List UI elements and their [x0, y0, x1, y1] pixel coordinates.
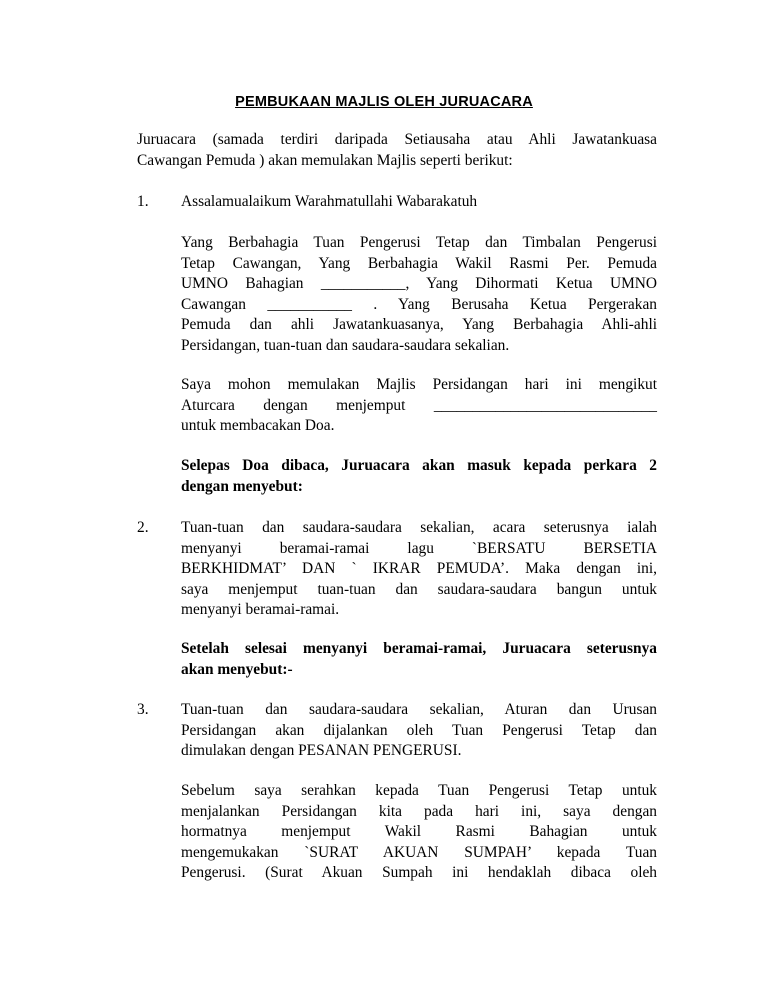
text-line: Pemuda dan ahli Jawatankuasanya, Yang Berbahagia Ahli-ahli: [181, 316, 657, 333]
intro-line: Cawangan Pemuda ) akan memulakan Majlis seperti berikut:: [137, 151, 513, 169]
text-line: dimulakan dengan PESANAN PENGERUSI.: [181, 742, 462, 759]
text-line: Cawangan ___________ . Yang Berusaha Ketua Pergerakan: [181, 295, 657, 313]
text-line: menyanyi beramai-ramai lagu `BERSATU BERSETIA: [181, 539, 657, 557]
item-1-para-1: [181, 192, 657, 213]
page-title: PEMBUKAAN MAJLIS OLEH JURUACARA: [235, 94, 533, 110]
text-line: Tuan-tuan dan saudara-saudara sekalian, acara seterusnya ialah: [181, 519, 657, 536]
text-line: untuk membacakan Doa.: [181, 417, 335, 434]
text-line: menjalankan Persidangan kita pada hari ini, saya dengan: [181, 802, 657, 820]
item-3-para-1: [181, 700, 657, 762]
item-2-para-1: [181, 518, 657, 621]
item-1-instruction: [181, 456, 657, 497]
intro-line: Juruacara (samada terdiri daripada Setiausaha atau Ahli Jawatankuasa: [137, 131, 657, 148]
intro-paragraph: [137, 130, 657, 171]
text-line: Persidangan akan dijalankan oleh Tuan Pengerusi Tetap dan: [181, 721, 657, 739]
item-3-para-2: [181, 781, 657, 884]
text-line: dengan menyebut:: [181, 477, 303, 495]
item-2-instruction: [181, 639, 657, 680]
text-line: Tetap Cawangan, Yang Berbahagia Wakil Rasmi Per. Pemuda: [181, 254, 657, 272]
text-line: Tuan-tuan dan saudara-saudara sekalian, Aturan dan Urusan: [181, 701, 657, 718]
text-line: menyanyi beramai-ramai.: [181, 601, 340, 618]
text-line: BERKHIDMAT’ DAN ` IKRAR PEMUDA’. Maka dengan ini,: [181, 560, 657, 577]
item-number: 1.: [137, 193, 149, 210]
text-line: Aturcara dengan menjemput _____________________________: [181, 396, 657, 414]
text-line: mengemukakan `SURAT AKUAN SUMPAH’ kepada Tuan: [181, 843, 657, 861]
item-number: 3.: [137, 701, 149, 718]
text-line: UMNO Bahagian ___________, Yang Dihormati Ketua UMNO: [181, 275, 657, 292]
text-line: Selepas Doa dibaca, Juruacara akan masuk kepada perkara 2: [181, 457, 657, 474]
text-line: Sebelum saya serahkan kepada Tuan Pengerusi Tetap untuk: [181, 782, 657, 799]
text-line: Setelah selesai menyanyi beramai-ramai, Juruacara seterusnya: [181, 640, 657, 657]
text-line: hormatnya menjemput Wakil Rasmi Bahagian untuk: [181, 823, 657, 840]
item-1-para-3: [181, 375, 657, 437]
text-line: saya menjemput tuan-tuan dan saudara-saudara bangun untuk: [181, 580, 657, 598]
text-line: Saya mohon memulakan Majlis Persidangan hari ini mengikut: [181, 376, 657, 393]
text-line: Assalamualaikum Warahmatullahi Wabarakatuh: [181, 193, 478, 210]
text-line: Yang Berbahagia Tuan Pengerusi Tetap dan Timbalan Pengerusi: [181, 234, 657, 251]
text-line: akan menyebut:-: [181, 660, 293, 678]
text-line: Persidangan, tuan-tuan dan saudara-saudara sekalian.: [181, 336, 510, 354]
text-line: Pengerusi. (Surat Akuan Sumpah ini hendaklah dibaca oleh: [181, 864, 657, 881]
item-number: 2.: [137, 519, 149, 536]
item-1-para-2: [181, 233, 657, 356]
